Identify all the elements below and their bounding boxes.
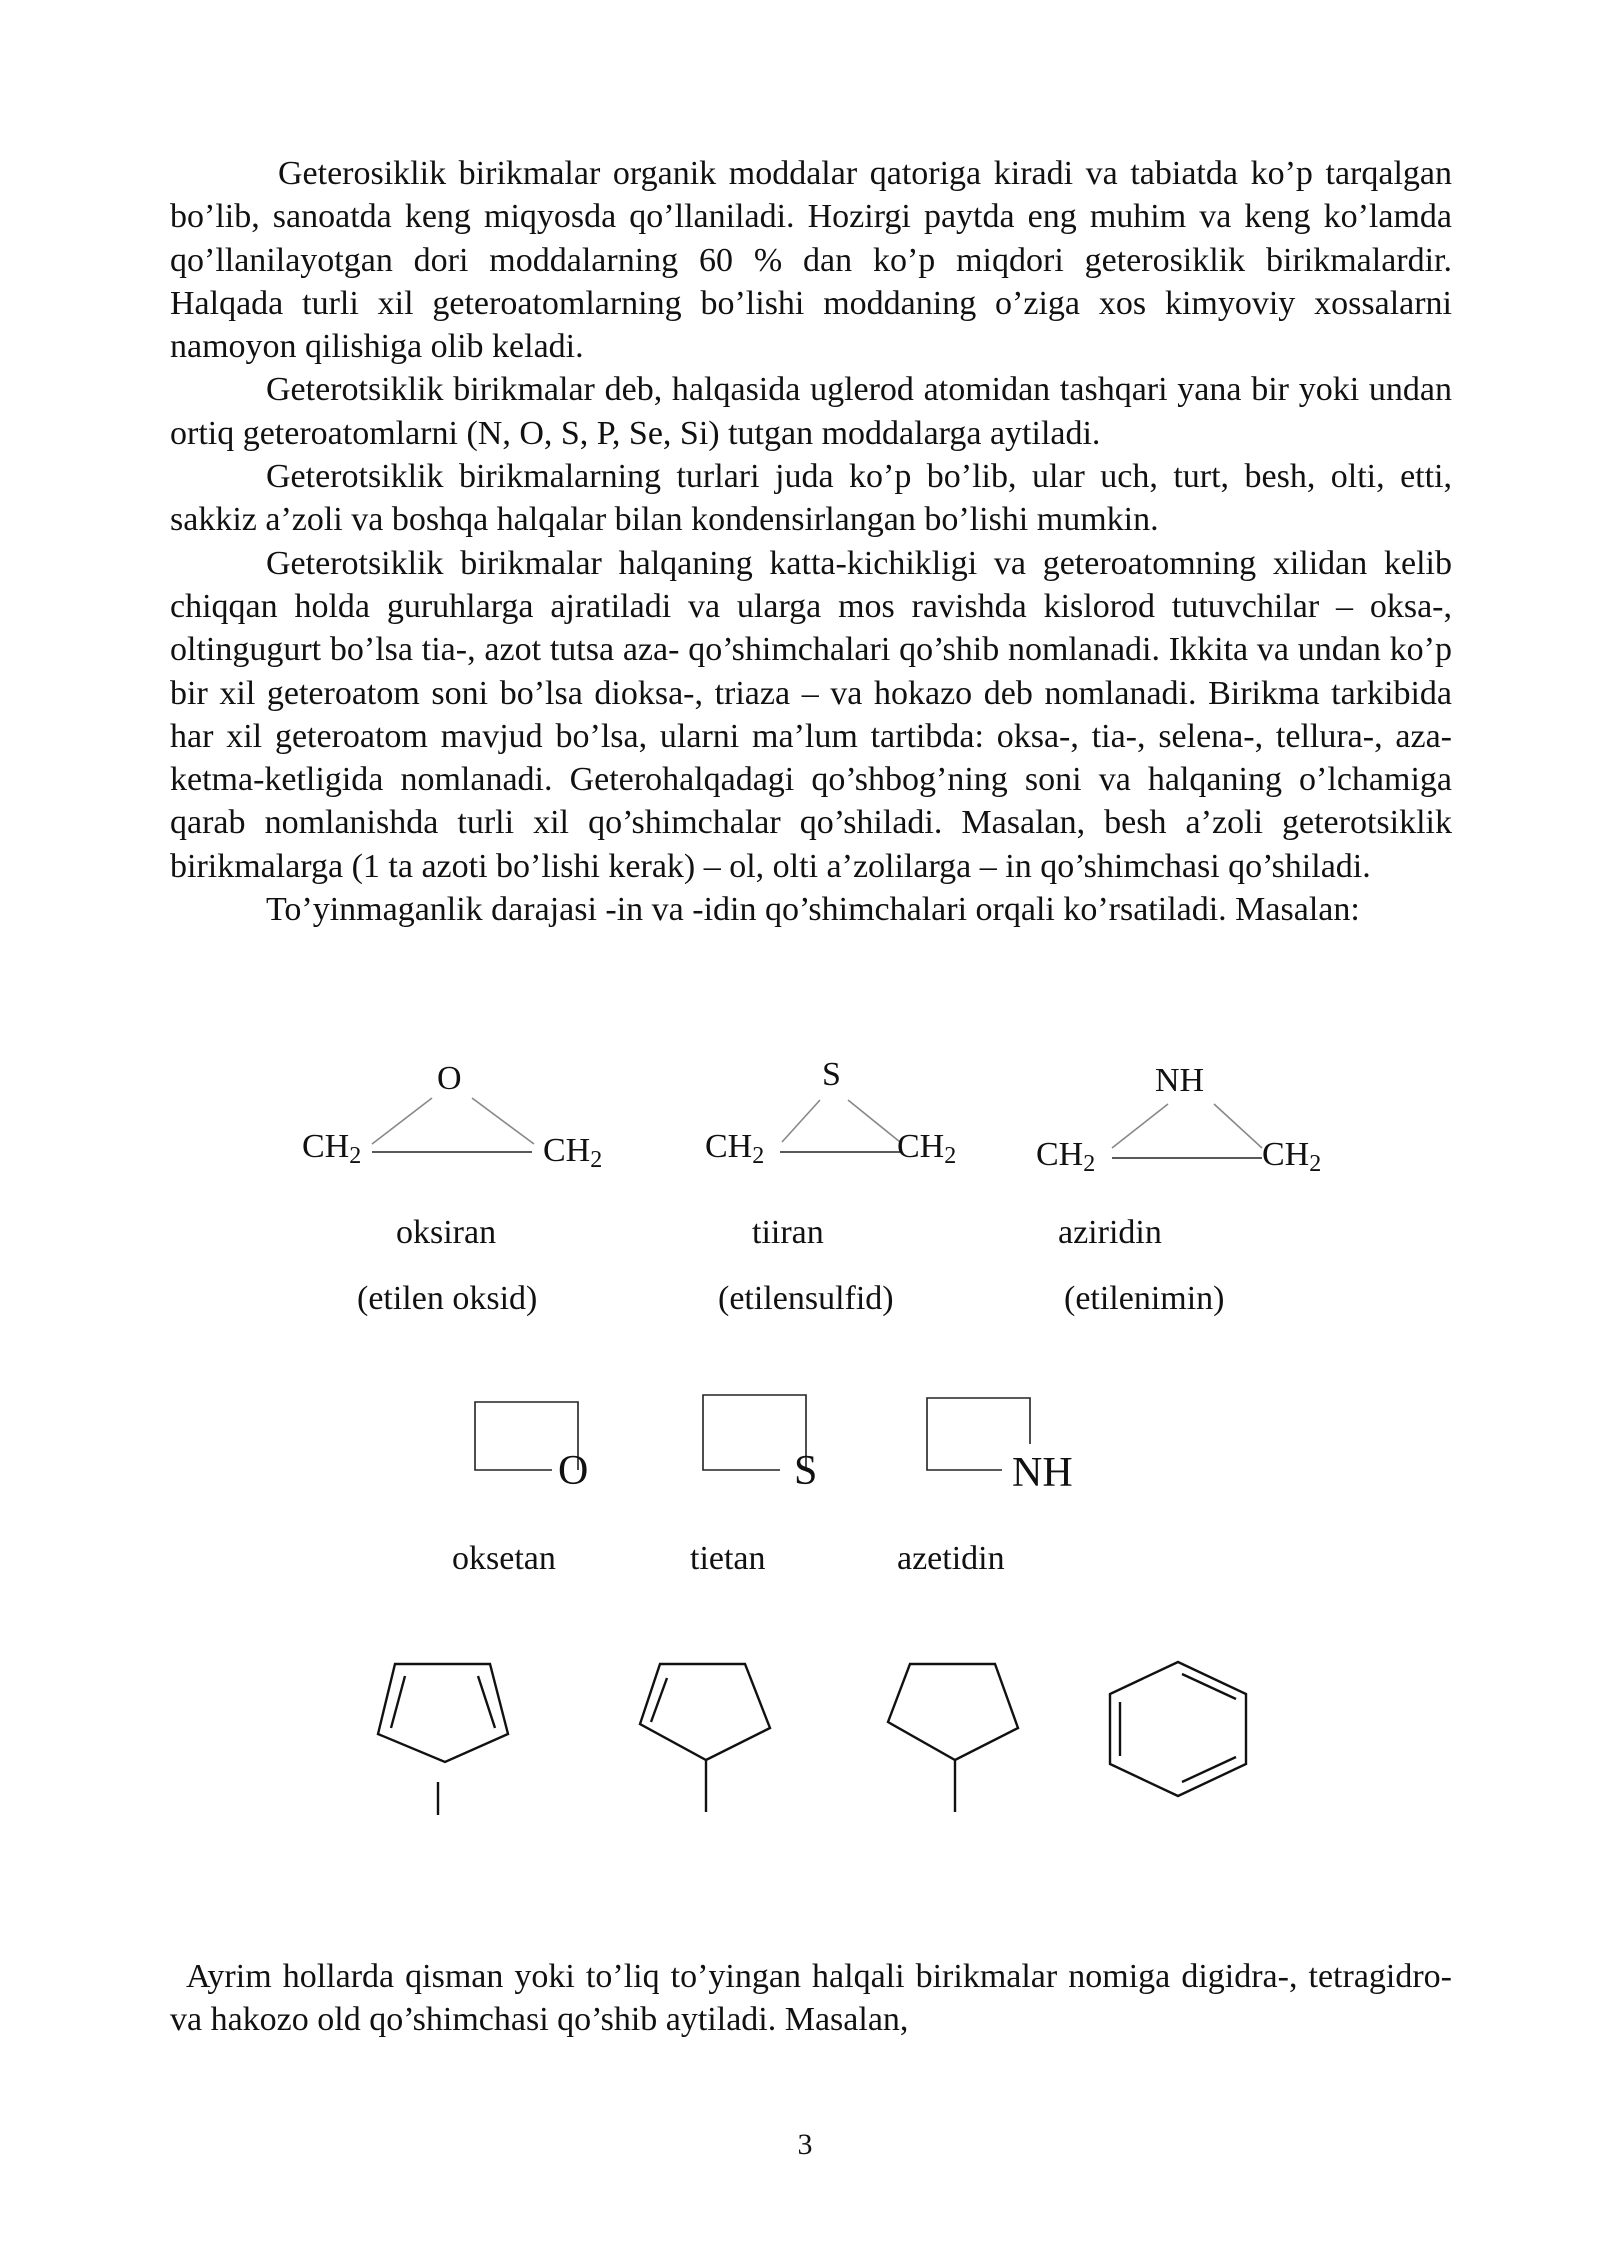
name-oksiran: oksiran xyxy=(396,1214,497,1251)
oksetan-heteroatom-o: O xyxy=(558,1450,589,1488)
name-tietan: tietan xyxy=(690,1540,766,1577)
alt-name-etilen-oksid: (etilen oksid) xyxy=(357,1280,538,1317)
aziridin-heteroatom-nh: NH xyxy=(1155,1062,1205,1099)
paragraph-unsaturation: To’yinmaganlik darajasi -in va -idin qo’shimchalari orqali ko’rsatiladi. Masalan: xyxy=(266,891,1360,929)
name-azetidin: azetidin xyxy=(897,1540,1005,1577)
paragraph-nomenclature: Geterotsiklik birikmalar halqaning katta-kichikligi va geteroatomning xilidan kelib chiqqan holda guruhlarga ajratiladi va ularga mos ravishda kislorod tutuvchilar – oksa-, oltingugurt bo’lsa tia-, azot tutsa aza- qo’shimchalari qo’shib nomlanadi. Ikkita va undan ko’p bir xil geteroatom soni bo’lsa dioksa-, triaza – va hokazo deb nomlanadi. Birikma tarkibida har xil geteroatom mavjud bo’lsa, ularni ma’lum tartibda: oksa-, tia-, selena-, tellura-, aza- ketma-ketligida nomlanadi. Geterohalqadagi qo’shbog’ning soni va halqaning o’lchamiga qarab nomlanishda turli xil qo’shimchalar qo’shiladi. Masalan, besh a’zoli geterotsiklik birikmalarga (1 ta azoti bo’lishi kerak) – ol, olti a’zolilarga – in qo’shimchasi qo’shiladi. xyxy=(170,544,1452,885)
closing-text xyxy=(170,1955,1452,2042)
aziridin-ch2-right: $CH_2$ xyxy=(1262,1136,1322,1177)
paragraph-closing: Ayrim hollarda qisman yoki to’liq to’yingan halqali birikmalar nomiga digidra-, tetragidro- va hakozo old qo’shimchasi qo’shib aytiladi. Masalan, xyxy=(170,1958,1452,2039)
page-number: 3 xyxy=(797,2128,813,2161)
aziridin-ch2-left: $CH_2$ xyxy=(1036,1136,1096,1177)
oksiran-heteroatom-o: O xyxy=(437,1060,462,1097)
name-aziridin: aziridin xyxy=(1058,1214,1162,1251)
tiiran-heteroatom-s: S xyxy=(822,1056,841,1093)
tiiran-ch2-left: $CH_2$ xyxy=(705,1128,765,1169)
name-oksetan: oksetan xyxy=(452,1540,556,1577)
paragraph-types: Geterotsiklik birikmalarning turlari juda ko’p bo’lib, ular uch, turt, besh, olti, etti, sakkiz a’zoli va boshqa halqalar bilan kondensirlangan bo’lishi mumkin. xyxy=(170,458,1452,539)
name-tiiran: tiiran xyxy=(752,1214,824,1251)
alt-name-etilensulfid: (etilensulfid) xyxy=(718,1280,894,1317)
alt-name-etilenimin: (etilenimin) xyxy=(1064,1280,1225,1317)
oksiran-ch2-left: $CH_2$ xyxy=(302,1128,362,1169)
paragraph-definition: Geterotsiklik birikmalar deb, halqasida uglerod atomidan tashqari yana bir yoki undan ortiq geteroatomlarni (N, O, S, P, Se, Si) tutgan moddalarga aytiladi. xyxy=(170,371,1452,452)
tietan-heteroatom-s: S xyxy=(794,1448,818,1494)
oksiran-ch2-right: $CH_2$ xyxy=(543,1132,603,1173)
tiiran-ch2-right: $CH_2$ xyxy=(897,1128,957,1169)
paragraph-intro: Geterosiklik birikmalar organik moddalar qatoriga kiradi va tabiatda ko’p tarqalgan bo’lib, sanoatda keng miqyosda qo’llaniladi. Hozirgi paytda eng muhim va keng ko’lamda qo’llanilayotgan dori moddalarning 60 % dan ko’p miqdori geterosiklik birikmalardir. Halqada turli xil geteroatomlarning bo’lishi moddaning o’ziga xos kimyoviy xossalarni namoyon qilishiga olib keladi. xyxy=(170,155,1452,366)
azetidin-heteroatom-nh: NH xyxy=(1012,1450,1073,1496)
